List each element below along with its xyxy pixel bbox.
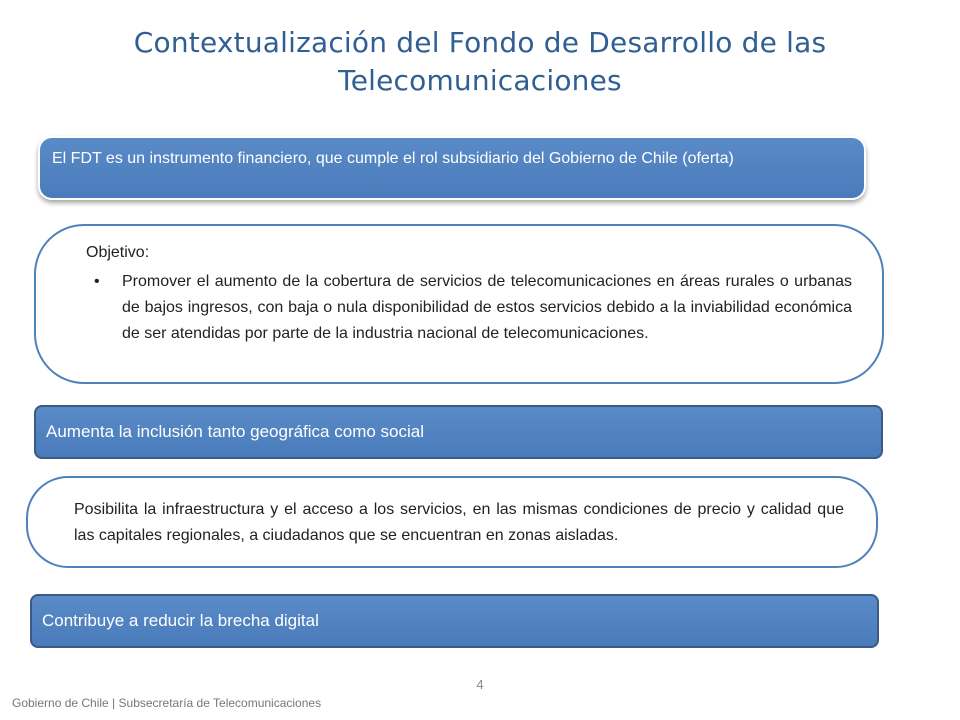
slide-title-line-1: Contextualización del Fondo de Desarrollo de las bbox=[133, 26, 827, 59]
page-number: 4 bbox=[476, 677, 484, 692]
objective-box bbox=[34, 224, 884, 384]
fdt-definition-text: El FDT es un instrumento financiero, que cumple el rol subsidiario del Gobierno de Chile (oferta) bbox=[52, 150, 734, 167]
infrastructure-text: Posibilita la infraestructura y el acceso a los servicios, en las mismas condiciones de precio y calidad que las capitales regionales, a ciudadanos que se encuentran en zonas aisladas. bbox=[74, 501, 844, 544]
objective-heading: Objetivo: bbox=[86, 244, 150, 261]
fdt-definition-box bbox=[38, 136, 866, 200]
inclusion-bar bbox=[34, 405, 883, 459]
objective-list-item bbox=[86, 269, 852, 347]
slide-title-line-2: Telecomunicaciones bbox=[338, 64, 622, 97]
inclusion-text: Aumenta la inclusión tanto geográfica como social bbox=[46, 422, 424, 441]
bullet-icon: • bbox=[94, 273, 100, 290]
slide-title bbox=[60, 24, 900, 100]
infrastructure-box bbox=[26, 476, 878, 568]
objective-list bbox=[86, 269, 852, 347]
digital-gap-bar bbox=[30, 594, 879, 648]
objective-item-text: Promover el aumento de la cobertura de servicios de telecomunicaciones en áreas rurales o urbanas de bajos ingresos, con baja o nula disponibilidad de estos servicios debido a la inviabilidad económica de ser atendidas por parte de la industria nacional de telecomunicaciones. bbox=[122, 273, 852, 342]
digital-gap-text: Contribuye a reducir la brecha digital bbox=[42, 611, 319, 630]
footer-text: Gobierno de Chile | Subsecretaría de Telecomunicaciones bbox=[12, 696, 322, 710]
